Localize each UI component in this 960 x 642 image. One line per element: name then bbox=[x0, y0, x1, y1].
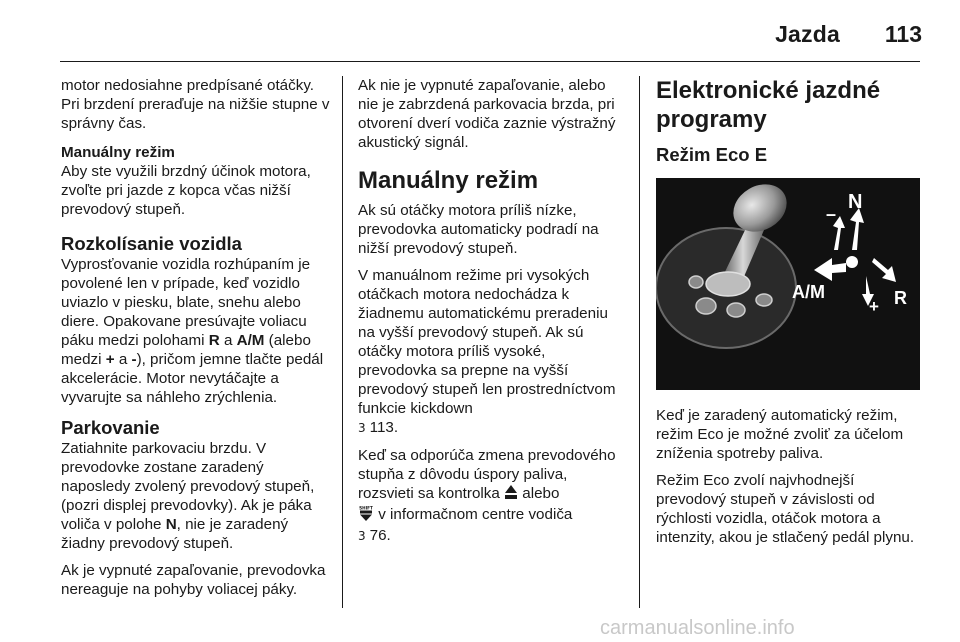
paragraph: Ak je vypnuté zapaľovanie, prevodovka nereaguje na pohyby voliacej páky. bbox=[61, 562, 326, 598]
console-button bbox=[696, 298, 716, 314]
text: v informačnom centre vodiča bbox=[374, 506, 573, 523]
running-header-title: Jazda bbox=[775, 21, 840, 47]
column-1 bbox=[61, 76, 331, 607]
label-r: R bbox=[894, 288, 907, 308]
reference-page: 76. bbox=[369, 527, 391, 544]
heading-eco-mode: Režim Eco E bbox=[656, 144, 768, 165]
column-3 bbox=[656, 76, 924, 555]
paragraph: Ak nie je vypnuté zapaľovanie, alebo nie je zabrzdená parkovacia brzda, pri otvorení dverí vodiča zaznie výstražný akustický signál. bbox=[358, 77, 616, 151]
cross-reference[interactable] bbox=[358, 418, 626, 438]
paragraph: Aby ste využili brzdný účinok motora, zvoľte pri jazde z kopca včas nižší prevodový stupeň. bbox=[61, 163, 311, 218]
text: a bbox=[219, 332, 237, 349]
heading-electronic-programs: Elektronické jazdné programy bbox=[656, 77, 881, 133]
gear-plus: + bbox=[105, 351, 115, 368]
arrow-am bbox=[814, 258, 846, 281]
console-button bbox=[727, 303, 745, 317]
paragraph: Režim Eco zvolí najvhodnejší prevodový stupeň v závislosti od rýchlosti vozidla, otáčok motora a intenzity, akou je stlačený pedál plynu. bbox=[656, 472, 915, 546]
text: Zatiahnite parkovaciu brzdu. V prevodovke zostane zaradený naposledy zvolený prevodový stupeň, (pozri displej prevodovky). Ak je páka voliča v polohe bbox=[61, 440, 315, 533]
text: , nie je zaradený žiadny prevodový stupeň. bbox=[61, 516, 289, 552]
heading-manual-mode: Manuálny režim bbox=[61, 144, 175, 161]
svg-text:SHIFT: SHIFT bbox=[359, 505, 373, 511]
label-plus: + bbox=[869, 297, 879, 316]
heading-manual-mode-large: Manuálny režim bbox=[358, 167, 539, 194]
reference-arrow-icon: 3 bbox=[358, 421, 366, 435]
gear-am: A/M bbox=[236, 332, 265, 349]
paragraph-parking bbox=[61, 439, 331, 553]
column-divider-2 bbox=[639, 76, 640, 608]
label-am: A/M bbox=[792, 282, 825, 302]
shift-down-icon bbox=[358, 505, 374, 526]
label-minus: – bbox=[826, 204, 837, 224]
page-number: 113 bbox=[884, 21, 922, 47]
gear-n: N bbox=[165, 516, 177, 533]
paragraph: motor nedosiahne predpísané otáčky. Pri brzdení preraďuje na nižšie stupne v správny čas. bbox=[61, 77, 330, 132]
pivot-dot bbox=[846, 256, 858, 268]
console-button bbox=[689, 276, 703, 288]
arrow-r bbox=[872, 258, 896, 282]
paragraph-rocking bbox=[61, 255, 331, 407]
console-button bbox=[756, 294, 772, 306]
gear-r: R bbox=[208, 332, 220, 349]
shift-up-icon bbox=[504, 485, 518, 505]
arrow-n bbox=[850, 208, 864, 250]
text: a bbox=[114, 351, 132, 368]
heading-rocking: Rozkolísanie vozidla bbox=[61, 233, 242, 254]
reference-page: 113. bbox=[369, 419, 399, 436]
watermark: carmanualsonline.info bbox=[600, 617, 795, 639]
text: V manuálnom režime pri vysokých otáčkach motora nedochádza k žiadnemu automatickému preradeniu na vyšší prevodový stupeň. Ak sú otáčky motora príliš vysoké, prevodovka sa prepne na vyšší prevodový stupeň len prostredníctvom funkcie kickdown bbox=[358, 267, 616, 417]
text: ), pričom jemne tlačte pedál akcelerácie. Motor nevytáčajte a vyvarujte sa náhleho zrýchlenia. bbox=[61, 351, 324, 406]
paragraph: Keď je zaradený automatický režim, režim Eco je možné zvoliť za účelom zníženia spotreby paliva. bbox=[656, 407, 904, 462]
gear-selector-illustration bbox=[656, 178, 920, 390]
label-n: N bbox=[848, 191, 863, 213]
column-2 bbox=[358, 76, 626, 554]
cross-reference[interactable] bbox=[358, 526, 626, 546]
text: Vyprosťovanie vozidla rozhúpaním je povolené len v prípade, keď vozidlo uviazlo v piesku, blate, snehu alebo diere. Opakovane presúvajte voliacu páku medzi polohami bbox=[61, 256, 311, 349]
paragraph-kickdown bbox=[358, 266, 626, 418]
header-rule bbox=[60, 61, 920, 62]
text: Keď sa odporúča zmena prevodového stupňa z dôvodu úspory paliva, rozsvieti sa kontrolka bbox=[358, 447, 616, 502]
text: (alebo medzi bbox=[61, 332, 311, 368]
column-divider-1 bbox=[342, 76, 343, 608]
paragraph: Ak sú otáčky motora príliš nízke, prevodovka automaticky podradí na nižší prevodový stupeň. bbox=[358, 202, 599, 257]
lever-boot bbox=[706, 272, 750, 296]
heading-parking: Parkovanie bbox=[61, 417, 160, 438]
reference-arrow-icon: 3 bbox=[358, 529, 366, 543]
gear-minus: - bbox=[131, 351, 137, 368]
paragraph-shift-indicator bbox=[358, 446, 626, 526]
text: alebo bbox=[518, 485, 560, 502]
